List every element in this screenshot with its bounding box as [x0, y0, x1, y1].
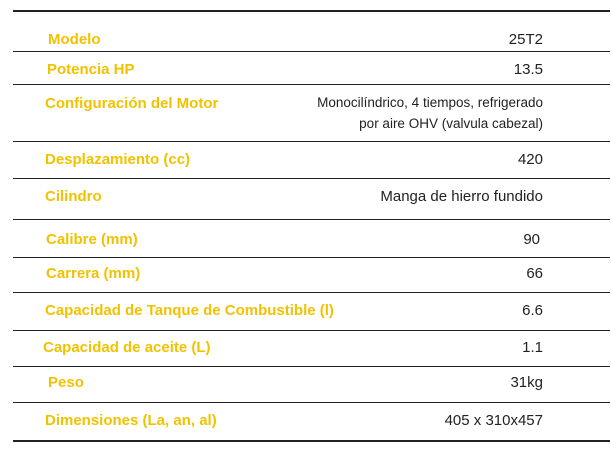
- spec-label: Capacidad de aceite (L): [43, 339, 211, 356]
- spec-label: Cilindro: [45, 188, 102, 205]
- spec-value: Manga de hierro fundido: [380, 188, 543, 205]
- spec-value-line: por aire OHV (valvula cabezal): [359, 116, 543, 131]
- spec-label: Modelo: [48, 31, 101, 48]
- spec-value: 420: [517, 151, 543, 168]
- spec-row-peso: [13, 367, 610, 403]
- spec-label: Dimensiones (La, an, al): [45, 412, 217, 429]
- spec-value: 90: [523, 231, 540, 248]
- spec-value: 6.6: [522, 302, 543, 319]
- spec-label: Potencia HP: [47, 61, 135, 78]
- spec-row-tanque: [13, 293, 610, 331]
- spec-value: 405 x 310x457: [444, 412, 543, 429]
- spec-value: 25T2: [508, 31, 543, 48]
- spec-value: 66: [526, 265, 543, 282]
- spec-label: Peso: [48, 374, 84, 391]
- spec-label: Configuración del Motor: [45, 95, 219, 112]
- spec-row-dimensiones: [13, 403, 610, 442]
- spec-row-modelo: [13, 11, 610, 52]
- spec-row-desplazamiento: [13, 142, 610, 179]
- spec-row-potencia: [13, 52, 610, 85]
- spec-value: 13.5: [513, 61, 543, 78]
- spec-row-cilindro: [13, 179, 610, 220]
- spec-row-carrera: [13, 258, 610, 293]
- spec-value: 1.1: [522, 339, 543, 356]
- spec-label: Capacidad de Tanque de Combustible (l): [45, 302, 334, 319]
- spec-value-multiline: [273, 92, 543, 134]
- spec-table: [13, 0, 610, 457]
- spec-row-aceite: [13, 331, 610, 367]
- spec-value-line: Monocilíndrico, 4 tiempos, refrigerado: [317, 95, 543, 110]
- spec-row-calibre: [13, 220, 610, 258]
- spec-row-configuracion: [13, 85, 610, 142]
- spec-label: Calibre (mm): [46, 231, 138, 248]
- spec-label: Desplazamiento (cc): [45, 151, 191, 168]
- spec-label: Carrera (mm): [46, 265, 141, 282]
- spec-value: 31kg: [510, 374, 543, 391]
